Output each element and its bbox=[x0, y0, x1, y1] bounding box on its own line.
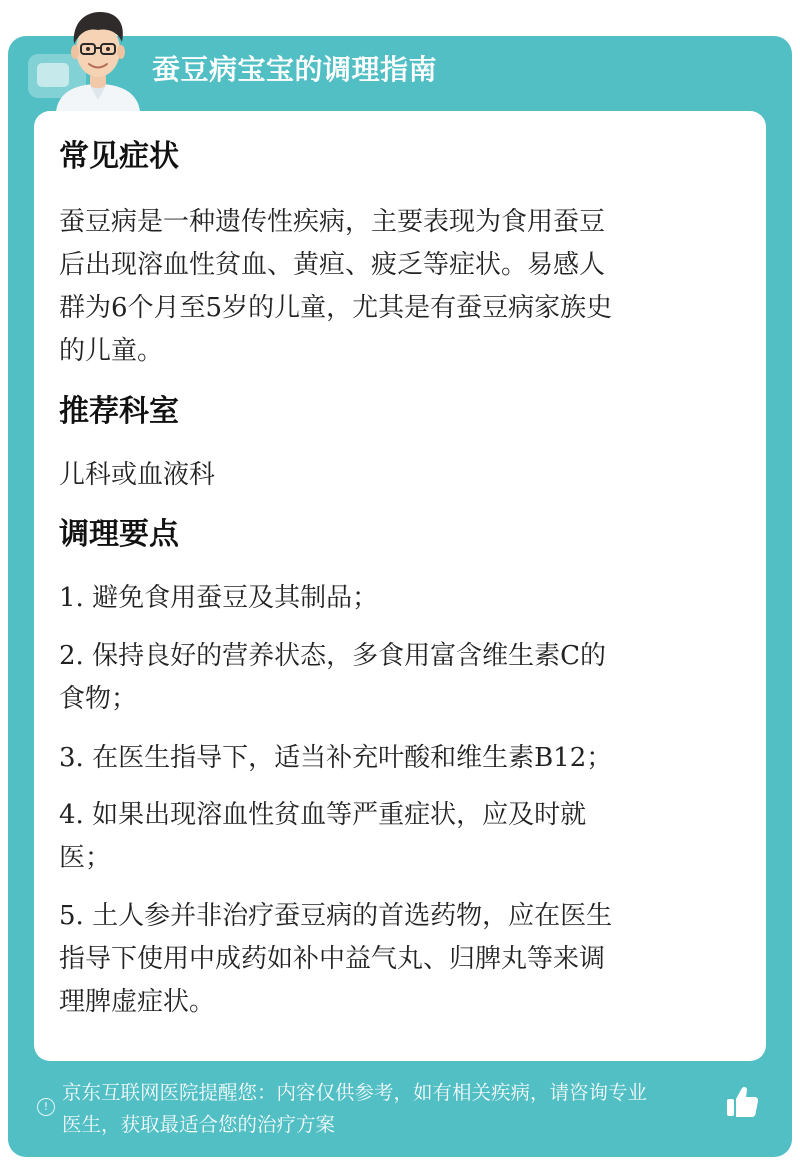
doctor-avatar bbox=[42, 0, 154, 112]
care-item-3: 3. 在医生指导下，适当补充叶酸和维生素B12； bbox=[59, 743, 613, 773]
symptoms-line: 群为6个月至5岁的儿童，尤其是有蚕豆病家族史 bbox=[59, 293, 613, 323]
footer-line: 京东互联网医院提醒您：内容仅供参考，如有相关疾病，请咨询专业 bbox=[62, 1081, 648, 1104]
symptoms-line: 蚕豆病是一种遗传性疾病，主要表现为食用蚕豆 bbox=[59, 207, 606, 237]
care-item-2-cont: 食物； bbox=[59, 684, 138, 714]
care-item-1: 1. 避免食用蚕豆及其制品； bbox=[59, 583, 379, 613]
department-text: 儿科或血液科 bbox=[59, 460, 216, 490]
care-item-5-cont: 指导下使用中成药如补中益气丸、归脾丸等来调 bbox=[59, 944, 606, 974]
footer-line: 医生，获取最适合您的治疗方案 bbox=[62, 1113, 336, 1136]
section-heading-care-points: 调理要点 bbox=[59, 517, 179, 552]
thumbs-up-icon[interactable] bbox=[724, 1084, 760, 1120]
symptoms-line: 后出现溶血性贫血、黄疸、疲乏等症状。易感人 bbox=[59, 250, 606, 280]
content-card bbox=[34, 111, 766, 1061]
section-heading-department: 推荐科室 bbox=[59, 394, 179, 429]
page-title: 蚕豆病宝宝的调理指南 bbox=[152, 53, 438, 86]
care-item-5: 5. 土人参并非治疗蚕豆病的首选药物，应在医生 bbox=[59, 901, 613, 931]
care-item-5-cont: 理脾虚症状。 bbox=[59, 987, 216, 1017]
section-heading-symptoms: 常见症状 bbox=[59, 139, 179, 174]
care-item-2: 2. 保持良好的营养状态，多食用富含维生素C的 bbox=[59, 641, 606, 671]
footer-disclaimer bbox=[62, 1077, 726, 1141]
care-item-4-cont: 医； bbox=[59, 843, 112, 873]
symptoms-line: 的儿童。 bbox=[59, 336, 164, 366]
info-icon: ! bbox=[37, 1098, 55, 1116]
care-item-4: 4. 如果出现溶血性贫血等严重症状，应及时就 bbox=[59, 800, 587, 830]
